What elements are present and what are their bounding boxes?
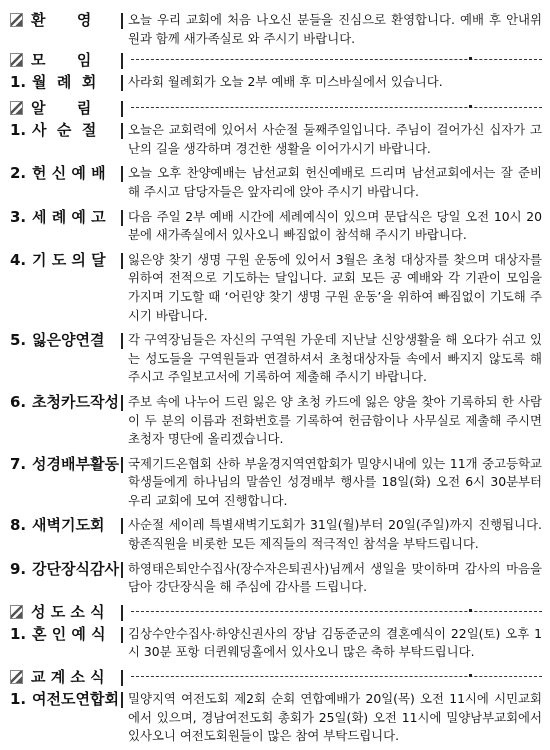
item-label: 세 례 예 고: [32, 207, 106, 226]
exchange-header-row: [10, 666, 542, 688]
item-number: 2.: [10, 164, 27, 183]
item-label-cell: [10, 558, 125, 580]
item-label: 잃은양연결: [32, 331, 105, 350]
label-divider: [121, 253, 123, 269]
item-label-cell: [10, 71, 125, 93]
welcome-label: 환 영: [31, 11, 92, 29]
item-label: 혼 인 예 식: [32, 624, 106, 643]
announcement-item: [10, 71, 542, 93]
item-label-cell: [10, 623, 125, 645]
item-label: 강단장식감사: [32, 559, 119, 578]
item-label: 초청카드작성: [32, 392, 119, 411]
welcome-label-cell: [10, 9, 125, 31]
label-divider: [121, 395, 123, 411]
item-text: 잃은양 찾기 생명 구원 운동에 있어서 3월은 초청 대상자를 찾으며 대상자를 위하여 전적으로 기도하는 달입니다. 교회 모든 공 예배와 각 기관이 모임을 가지며 기도할 때 ‘어린양 찾기 생명 구원 운동’을 위하여 빠짐없이 기도해 주시기 바랍니다.: [128, 251, 542, 323]
item-number: 4.: [10, 250, 27, 269]
notices-header: 알 림: [31, 99, 92, 118]
meetings-list: [10, 71, 542, 93]
item-label: 성경배부활동: [32, 454, 119, 473]
announcement-item: [10, 453, 542, 511]
label-divider: [121, 457, 123, 473]
item-text: 국제기드온협회 산하 부울경지역연합회가 밀양시내에 있는 11개 중고등학교 학생들에게 하나님의 말씀인 성경배부 행사를 18일(화) 오전 6시 30분부터 우리 교회에 모여 진행합니다.: [128, 455, 542, 508]
item-label-cell: [10, 329, 125, 351]
item-text: 하영태은퇴안수집사(장수자은퇴권사)님께서 생일을 맞이하며 감사의 마음을 담아 강단장식을 해 주심에 감사를 드립니다.: [128, 560, 542, 595]
item-text: 밀양지역 여전도회 제2회 순회 연합예배가 20일(목) 오전 11시에 시민교회에서 있으며, 경남여전도회 총회가 25일(화) 오전 11시에 밀양남부교회에서 있사오니 여전도회원들이 많은 참여 부탁드립니다.: [128, 691, 542, 744]
section-bullet-icon: [10, 605, 23, 619]
announcement-item: [10, 688, 542, 746]
label-divider: [121, 210, 123, 226]
section-bullet-icon: [10, 670, 23, 684]
item-number: 1.: [10, 624, 27, 643]
item-label: 새벽기도회: [32, 516, 105, 535]
label-divider: [121, 627, 123, 643]
item-label-cell: [10, 249, 125, 271]
label-divider: [121, 166, 123, 182]
news-header-cell: [10, 601, 125, 623]
welcome-section: [10, 9, 542, 48]
welcome-text: 오늘 우리 교회에 처음 나오신 분들을 진심으로 환영합니다. 예배 후 안내위원과 함께 새가족실로 와 주시기 바랍니다.: [128, 12, 542, 46]
announcement-item: [10, 119, 542, 158]
label-divider: [121, 101, 123, 117]
label-divider: [121, 75, 123, 91]
dashed-separator: [131, 59, 542, 60]
dashed-separator: [131, 676, 542, 677]
item-number: 1.: [10, 690, 27, 709]
item-label-cell: [10, 688, 125, 710]
item-number: 1.: [10, 121, 27, 140]
item-number: 9.: [10, 559, 27, 578]
section-bullet-icon: [10, 53, 23, 67]
announcement-item: [10, 249, 542, 325]
dashed-separator: [131, 611, 542, 612]
item-number: 5.: [10, 331, 27, 350]
label-divider: [121, 605, 123, 621]
label-divider: [121, 518, 123, 534]
announcement-item: [10, 514, 542, 553]
announcement-item: [10, 558, 542, 597]
news-header-row: [10, 601, 542, 623]
item-label-cell: [10, 453, 125, 475]
item-label: 사 순 절: [32, 121, 97, 140]
item-text: 오늘 오후 찬양예배는 남선교회 헌신예배로 드리며 남선교회에서는 잘 준비해 주시고 담당자들은 앞자리에 앉아 주시기 바랍니다.: [128, 165, 542, 199]
announcement-item: [10, 206, 542, 245]
notices-list: [10, 119, 542, 597]
item-label: 여전도연합회: [32, 690, 119, 709]
announcement-item: [10, 329, 542, 387]
meetings-header: 모 임: [31, 51, 92, 70]
item-label: 헌 신 예 배: [32, 164, 106, 183]
label-divider: [121, 692, 123, 708]
announcement-item: [10, 391, 542, 449]
item-label-cell: [10, 162, 125, 184]
label-divider: [121, 333, 123, 349]
news-header: 성 도 소 식: [31, 602, 105, 621]
label-divider: [121, 53, 123, 69]
item-label-cell: [10, 119, 125, 141]
item-text: 다음 주일 2부 예배 시간에 세례예식이 있으며 문답식은 당일 오전 10시 20분에 새가족실에서 있사오니 빠짐없이 참석해 주시기 바랍니다.: [128, 208, 542, 243]
notices-header-row: [10, 97, 542, 119]
item-number: 3.: [10, 207, 27, 226]
church-bulletin-announcements: [10, 9, 542, 750]
meetings-header-cell: [10, 49, 125, 71]
item-text: 주보 속에 나누어 드린 잃은 양 초청 카드에 잃은 양을 찾아 기록하되 한 사람이 두 분의 이름과 전화번호를 기록하여 헌금함이나 사무실로 제출해 주시면 초청자 명단에 올리겠습니다.: [128, 393, 542, 447]
exchange-header-cell: [10, 666, 125, 688]
exchange-list: [10, 688, 542, 746]
label-divider: [121, 13, 123, 29]
label-divider: [121, 670, 123, 686]
item-label-cell: [10, 391, 125, 413]
item-label-cell: [10, 514, 125, 536]
item-number: 1.: [10, 73, 27, 92]
item-number: 6.: [10, 392, 27, 411]
dashed-separator: [131, 107, 542, 108]
notices-header-cell: [10, 97, 125, 119]
exchange-header: 교 계 소 식: [31, 668, 105, 687]
item-text: 사순절 세이레 특별새벽기도회가 31일(월)부터 20일(주일)까지 진행됩니다. 항존직원을 비롯한 모든 제직들의 적극적인 참석을 부탁드립니다.: [128, 517, 542, 552]
label-divider: [121, 123, 123, 139]
item-number: 8.: [10, 516, 27, 535]
label-divider: [121, 562, 123, 578]
section-bullet-icon: [10, 13, 23, 27]
item-text: 오늘은 교회력에 있어서 사순절 둘째주일입니다. 주님이 걸어가신 십자가 고난의 길을 생각하며 경건한 생활을 이어가시기 바랍니다.: [128, 122, 542, 156]
announcement-item: [10, 162, 542, 201]
item-label: 월 례 회: [32, 73, 97, 92]
item-number: 7.: [10, 454, 27, 473]
announcement-item: [10, 623, 542, 662]
section-bullet-icon: [10, 101, 23, 115]
item-text: 사라회 월례회가 오늘 2부 예배 후 미스바실에서 있습니다.: [128, 74, 443, 90]
item-label: 기 도 의 달: [32, 250, 106, 269]
news-list: [10, 623, 542, 662]
meetings-header-row: [10, 49, 542, 71]
item-text: 김상수안수집사·하양신권사의 장남 김동준군의 결혼예식이 22일(토) 오후 1시 30분 포항 더퀸웨딩홀에서 있사오니 많은 축하 부탁드립니다.: [128, 625, 542, 660]
item-text: 각 구역장님들은 자신의 구역원 가운데 지난날 신앙생활을 해 오다가 쉬고 있는 성도들을 구역원들과 연결하셔서 초청대상자들 속에서 빠지지 않도록 해 주시고 주일보고서에 기록하여 제출해 주시기 바랍니다.: [128, 332, 542, 385]
item-label-cell: [10, 206, 125, 228]
